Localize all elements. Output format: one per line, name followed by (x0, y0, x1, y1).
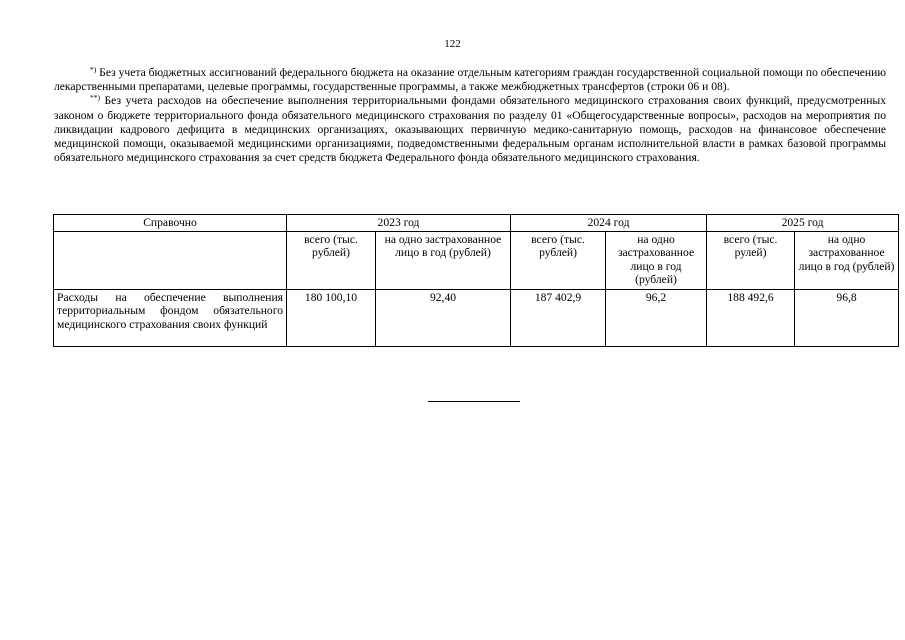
table-row (54, 289, 899, 346)
value-2024-total: 187 402,9 (511, 289, 606, 346)
value-2025-per-person: 96,8 (795, 289, 899, 346)
subheader-2023-total: всего (тыс. рублей) (287, 231, 376, 289)
subheader-2025-per-person: на одно застрахованное лицо в год (рублей) (795, 231, 899, 289)
value-2023-per-person: 92,40 (376, 289, 511, 346)
reference-table (53, 214, 899, 347)
subheader-2025-total: всего (тыс. рулей) (707, 231, 795, 289)
page-number: 122 (444, 38, 461, 50)
value-2025-total: 188 492,6 (707, 289, 795, 346)
footnote-2-text: Без учета расходов на обеспечение выполнения территориальными фондами обязательного медицинского страхования своих функций, предусмотренных законом о бюджете территориального фонда обязательного медицинского страхования по разделу 01 «Общегосударственные вопросы», расходов на мероприятия по ликвидации кадрового дефицита в медицинских организациях, оказывающих первичную медико-санитарную помощь, расходов на финансовое обеспечение медицинской помощи, оказываемой медицинскими организациями, подведомственными федеральным органам исполнительной власти в рамках базовой программы обязательного медицинского страхования за счет средств бюджета Федерального фонда обязательного медицинского страхования. (54, 94, 886, 165)
footnote-1 (54, 66, 886, 94)
subheader-2023-per-person: на одно застрахованное лицо в год (рублей) (376, 231, 511, 289)
corner-spacer (54, 231, 287, 289)
footnote-1-marker: *) (90, 65, 97, 74)
footnote-2-marker: **) (90, 93, 100, 103)
year-header-2023: 2023 год (287, 215, 511, 232)
subheader-2024-per-person: на одно застрахованное лицо в год (рублей) (606, 231, 707, 289)
footnotes (54, 66, 886, 165)
year-header-2025: 2025 год (707, 215, 899, 232)
table-subheader-row (54, 231, 899, 289)
end-rule (428, 401, 520, 402)
subheader-2024-total: всего (тыс. рублей) (511, 231, 606, 289)
year-header-2024: 2024 год (511, 215, 707, 232)
row-label: Расходы на обеспечение выполнения территориальным фондом обязательного медицинского страхования своих функций (54, 289, 287, 346)
footnote-1-text: Без учета бюджетных ассигнований федерального бюджета на оказание отдельным категориям граждан государственной социальной помощи по обеспечению лекарственными препаратами, целевые программы, государственные программы, а также межбюджетных трансфертов (строки 06 и 08). (54, 66, 886, 94)
footnote-2 (54, 94, 886, 165)
value-2024-per-person: 96,2 (606, 289, 707, 346)
corner-header: Справочно (54, 215, 287, 232)
value-2023-total: 180 100,10 (287, 289, 376, 346)
table-header-row (54, 215, 899, 232)
